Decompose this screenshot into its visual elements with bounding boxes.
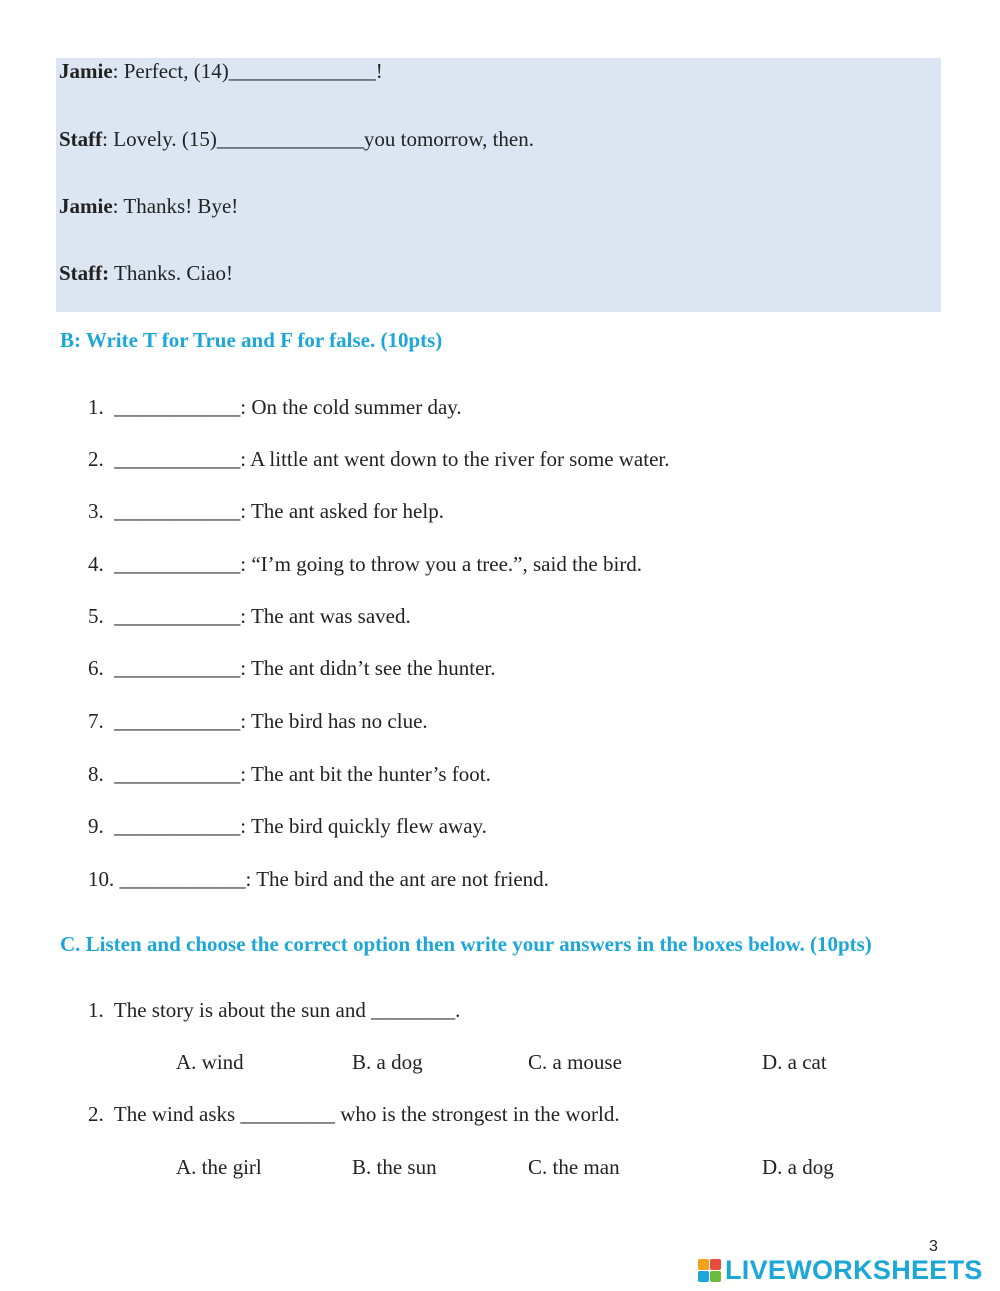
- question: 2. The wind asks _________ who is the strongest in the world.: [88, 1102, 620, 1126]
- tf-item: 2. ____________: A little ant went down to the river for some water.: [88, 447, 670, 471]
- dialog-line: Staff: Lovely. (15)______________you tomorrow, then.: [59, 127, 534, 151]
- dialog-box: [56, 58, 941, 312]
- answer-blank[interactable]: ____________: [114, 499, 241, 523]
- page-number: 3: [929, 1238, 938, 1255]
- tf-item: 3. ____________: The ant asked for help.: [88, 499, 444, 523]
- question: 1. The story is about the sun and ________.: [88, 998, 461, 1022]
- dialog-line: Jamie: Perfect, (14)______________!: [59, 59, 383, 83]
- tf-item: 8. ____________: The ant bit the hunter’s foot.: [88, 762, 491, 786]
- answer-blank[interactable]: ____________: [114, 814, 241, 838]
- option-a[interactable]: A. the girl: [176, 1155, 262, 1179]
- section-b-title: B: Write T for True and F for false. (10pts): [60, 328, 443, 352]
- option-b[interactable]: B. the sun: [352, 1155, 437, 1179]
- answer-blank[interactable]: ____________: [114, 709, 241, 733]
- tf-item: 5. ____________: The ant was saved.: [88, 604, 411, 628]
- option-b[interactable]: B. a dog: [352, 1050, 423, 1074]
- answer-blank[interactable]: ____________: [114, 395, 241, 419]
- tf-item: 9. ____________: The bird quickly flew away.: [88, 814, 487, 838]
- answer-blank[interactable]: ____________: [119, 867, 246, 891]
- answer-blank[interactable]: ____________: [114, 604, 241, 628]
- speaker: Staff:: [59, 261, 110, 285]
- tf-item: 4. ____________: “I’m going to throw you a tree.”, said the bird.: [88, 552, 643, 576]
- tf-item: 6. ____________: The ant didn’t see the hunter.: [88, 656, 496, 680]
- tf-item: 1. ____________: On the cold summer day.: [88, 395, 462, 419]
- logo-text: LIVEWORKSHEETS: [725, 1254, 983, 1285]
- logo-blocks-icon: [698, 1259, 721, 1282]
- answer-blank[interactable]: ____________: [114, 552, 241, 576]
- tf-item: 10. ____________: The bird and the ant are not friend.: [88, 867, 549, 891]
- option-d[interactable]: D. a dog: [762, 1155, 834, 1179]
- option-d[interactable]: D. a cat: [762, 1050, 827, 1074]
- speaker: Jamie: [59, 59, 113, 83]
- answer-blank[interactable]: ____________: [114, 656, 241, 680]
- option-a[interactable]: A. wind: [176, 1050, 244, 1074]
- dialog-line: Jamie: Thanks! Bye!: [59, 194, 239, 218]
- speaker: Jamie: [59, 194, 113, 218]
- option-c[interactable]: C. a mouse: [528, 1050, 622, 1074]
- tf-item: 7. ____________: The bird has no clue.: [88, 709, 428, 733]
- speaker: Staff: [59, 127, 103, 151]
- answer-blank[interactable]: ____________: [114, 762, 241, 786]
- liveworksheets-logo: [698, 1255, 983, 1285]
- option-c[interactable]: C. the man: [528, 1155, 620, 1179]
- section-c-title: C. Listen and choose the correct option then write your answers in the boxes below. (10pts): [60, 932, 872, 956]
- dialog-line: Staff: Thanks. Ciao!: [59, 261, 234, 285]
- answer-blank[interactable]: ____________: [114, 447, 241, 471]
